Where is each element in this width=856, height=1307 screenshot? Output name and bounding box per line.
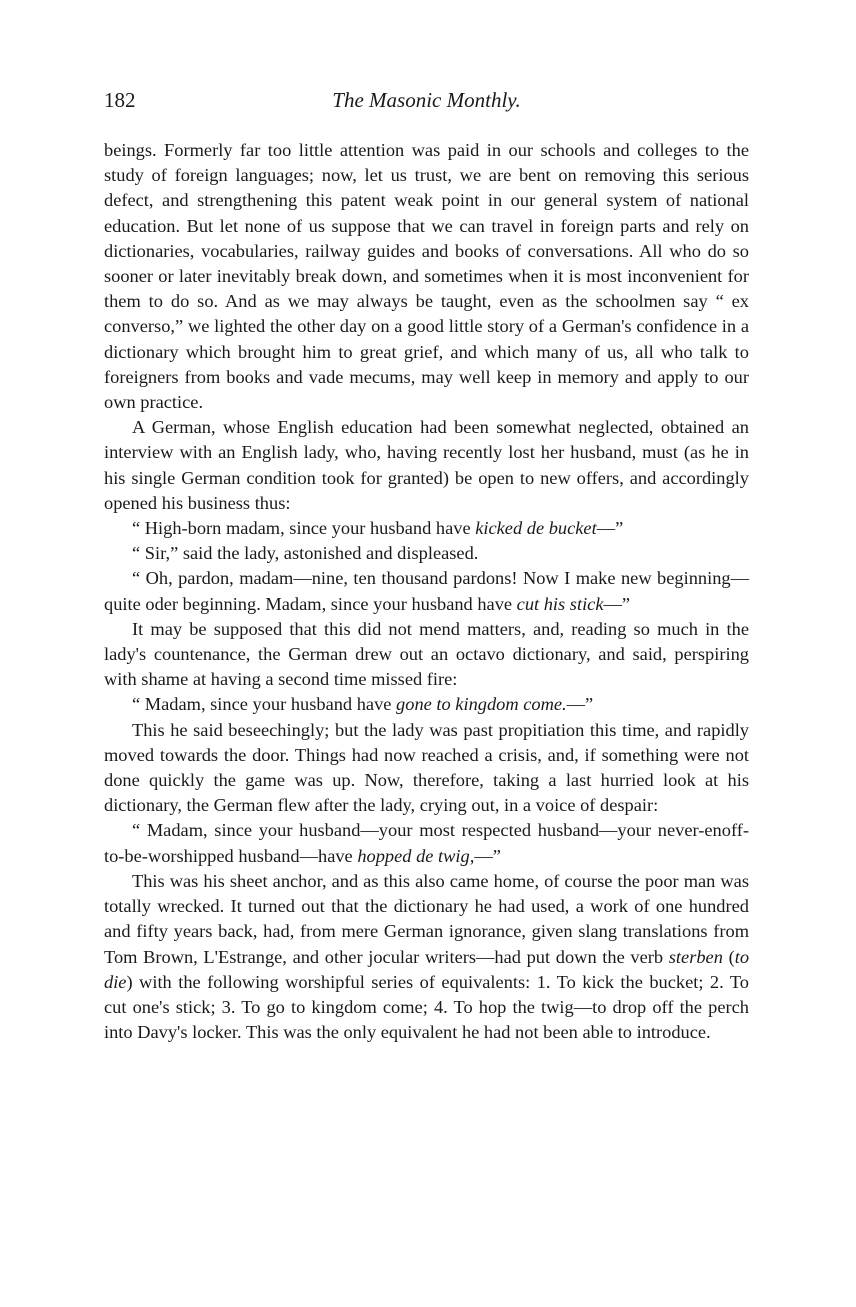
paragraph-10 xyxy=(104,869,749,1045)
paragraph-6: It may be supposed that this did not mend matters, and, reading so much in the lady's countenance, the German drew out an octavo dictionary, and said, perspiring with shame at having a second time missed fire: xyxy=(104,618,749,690)
running-head xyxy=(104,88,749,118)
paragraph-10-italic: sterben xyxy=(668,946,723,967)
paragraph-5-after: —” xyxy=(603,593,631,614)
paragraph-7-after: —” xyxy=(566,694,594,715)
paragraph-3-after: —” xyxy=(596,518,624,539)
journal-title: The Masonic Monthly. xyxy=(332,88,521,112)
paragraph-4: “ Sir,” said the lady, astonished and displeased. xyxy=(132,543,479,564)
paragraph-1: beings. Formerly far too little attention was paid in our schools and colleges to the study of foreign languages; now, let us trust, we are bent on removing this serious defect, and strengthening this patent weak point in our general system of national education. But let none of us suppose that we can travel in foreign parts and rely on dictionaries, vocabularies, railway guides and books of conversations. All who do so sooner or later inevitably break down, and sometimes when it is most inconvenient for them to do so. And as we may always be taught, even as the schoolmen say “ ex converso,” we lighted the other day on a good little story of a German's confidence in a dictionary which brought him to great grief, and which many of us, all who talk to foreigners from books and vade mecums, may well keep in memory and apply to our own practice. xyxy=(104,140,749,413)
paragraph-3 xyxy=(104,516,749,541)
paragraph-10-italic-2: to die xyxy=(104,946,750,992)
paragraph-7 xyxy=(104,692,749,717)
paragraph-7-italic: gone to kingdom come. xyxy=(396,694,567,715)
paragraph-5-italic: cut his stick xyxy=(516,593,604,614)
paragraph-9-before: “ Madam, since your husband—your most respected husband—your never-enoff-to-be-worshipped husband—have xyxy=(104,820,749,866)
paragraph-7-before: “ Madam, since your husband have xyxy=(132,694,397,715)
paragraph-9-after: —” xyxy=(474,845,501,866)
article-body xyxy=(104,138,749,1045)
paragraph-9 xyxy=(104,818,749,868)
paragraph-3-italic: kicked de bucket xyxy=(475,518,597,539)
paragraph-9-italic: hopped de twig, xyxy=(357,845,475,866)
page-number: 182 xyxy=(104,88,136,112)
paragraph-5-before: “ Oh, pardon, madam—nine, ten thousand pardons! Now I make new beginning—quite oder beginning. Madam, since your husband have xyxy=(104,568,749,614)
paragraph-10-after: ) with the following worshipful series of equivalents: 1. To kick the bucket; 2. To cut one's stick; 3. To go to kingdom come; 4. To hop the twig—to drop off the perch into Davy's locker. This was the only equivalent he had not been able to introduce. xyxy=(104,971,749,1043)
paragraph-8: This he said beseechingly; but the lady was past propitiation this time, and rapidly moved towards the door. Things had now reached a crisis, and, if something were not done quickly the game was up. Now, therefore, taking a last hurried look at his dictionary, the German flew after the lady, crying out, in a voice of despair: xyxy=(104,719,749,816)
paragraph-5 xyxy=(104,566,749,616)
paragraph-10-middle: ( xyxy=(722,946,735,967)
paragraph-10-before: This was his sheet anchor, and as this also came home, of course the poor man was totally wrecked. It turned out that the dictionary he had used, a work of one hundred and fifty years back, had, from mere German ignorance, given slang translations from Tom Brown, L'Estrange, and other jocular writers—had put down the verb xyxy=(104,870,749,967)
paragraph-3-before: “ High-born madam, since your husband have xyxy=(132,518,476,539)
paragraph-2: A German, whose English education had been somewhat neglected, obtained an interview with an English lady, who, having recently lost her husband, must (as he in his single German condition took for granted) be open to new offers, and accordingly opened his business thus: xyxy=(104,417,749,513)
